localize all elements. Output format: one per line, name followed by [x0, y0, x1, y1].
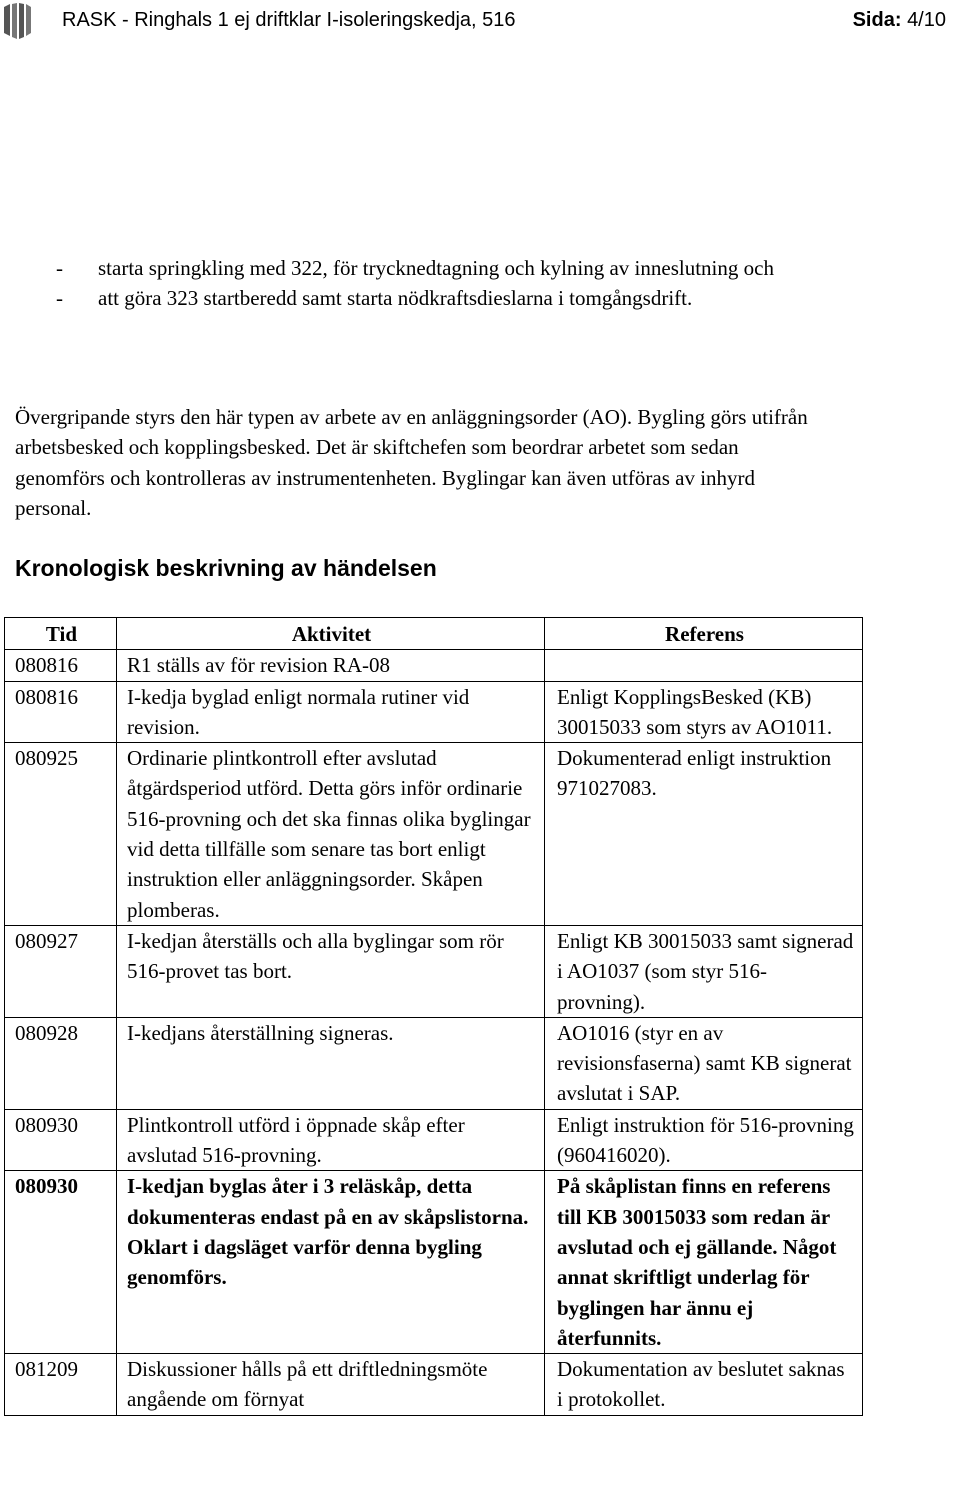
time-cell: 080816 — [5, 681, 117, 743]
list-item — [56, 253, 776, 283]
table-row — [5, 681, 863, 743]
time-cell: 080816 — [5, 650, 117, 681]
table-row — [5, 1354, 863, 1416]
time-cell: 080925 — [5, 743, 117, 926]
reference-cell: AO1016 (styr en av revisionsfaserna) samt KB signerat avslutat i SAP. — [545, 1017, 863, 1109]
activity-cell: I-kedja byglad enligt normala rutiner vid revision. — [117, 681, 545, 743]
bullet-dash: - — [56, 256, 63, 280]
reference-cell: På skåplistan finns en referens till KB 30015033 som redan är avslutad och ej gällande. Något annat skriftligt underlag för byglingen har ännu ej återfunnits. — [545, 1171, 863, 1354]
reference-cell: Enligt KopplingsBesked (KB) 30015033 som styrs av AO1011. — [545, 681, 863, 743]
bullet-text: starta springkling med 322, för trycknedtagning och kylning av inneslutning och — [98, 256, 774, 280]
table-row — [5, 1171, 863, 1354]
body-paragraph: Övergripande styrs den här typen av arbete av en anläggningsorder (AO). Bygling görs utifrån arbetsbesked och kopplingsbesked. Det är skiftchefen som beordrar arbetet som sedan genomförs och kontrolleras av instrumentenheten. Byglingar kan även utföras av inhyrd personal. — [15, 405, 808, 520]
activity-cell: Plintkontroll utförd i öppnade skåp efter avslutad 516-provning. — [117, 1109, 545, 1171]
document-title: RASK - Ringhals 1 ej driftklar I-isoleringskedja, 516 — [62, 9, 516, 31]
bullet-text: att göra 323 startberedd samt starta nödkraftsdieslarna i tomgångsdrift. — [98, 286, 693, 311]
table-header-row — [5, 618, 863, 650]
table-row — [5, 650, 863, 681]
stripes-logo-icon — [2, 3, 32, 39]
table-row — [5, 743, 863, 926]
activity-cell: I-kedjans återställning signeras. — [117, 1017, 545, 1109]
page-label: Sida: — [852, 9, 902, 31]
page-header — [0, 0, 960, 42]
bullet-dash: - — [56, 286, 63, 311]
column-header-activity: Aktivitet — [117, 618, 545, 650]
activity-cell: R1 ställs av för revision RA-08 — [117, 650, 545, 681]
reference-cell: Dokumentation av beslutet saknas i protokollet. — [545, 1354, 863, 1416]
column-header-reference: Referens — [545, 618, 863, 650]
table-row — [5, 1017, 863, 1109]
column-header-time: Tid — [5, 618, 117, 650]
reference-cell: Enligt instruktion för 516-provning (960416020). — [545, 1109, 863, 1171]
table-row — [5, 1109, 863, 1171]
reference-cell: Enligt KB 30015033 samt signerad i AO1037 (som styr 516-provning). — [545, 925, 863, 1017]
activity-cell: Ordinarie plintkontroll efter avslutad åtgärdsperiod utförd. Detta görs inför ordinarie 516-provning och det ska finnas olika byglingar vid detta tillfälle som senare tas bort enligt instruktion eller anläggningsorder. Skåpen plomberas. — [117, 743, 545, 926]
activity-cell: I-kedjan återställs och alla byglingar som rör 516-provet tas bort. — [117, 925, 545, 1017]
section-heading: Kronologisk beskrivning av händelsen — [15, 555, 437, 581]
page-number — [853, 9, 946, 32]
activity-cell: Diskussioner hålls på ett driftledningsmöte angående om förnyat — [117, 1354, 545, 1416]
reference-cell — [545, 650, 863, 681]
page-value: 4/10 — [907, 9, 946, 31]
time-cell: 080930 — [5, 1109, 117, 1171]
bullet-list — [56, 253, 776, 314]
activity-cell: I-kedjan byglas åter i 3 reläskåp, detta dokumenteras endast på en av skåpslistorna. Oklart i dagsläget varför denna bygling genomförs. — [117, 1171, 545, 1354]
time-cell: 081209 — [5, 1354, 117, 1416]
table-row — [5, 925, 863, 1017]
list-item — [56, 283, 776, 313]
time-cell: 080928 — [5, 1017, 117, 1109]
time-cell: 080930 — [5, 1171, 117, 1354]
chronology-table — [4, 617, 863, 1416]
reference-cell: Dokumenterad enligt instruktion 971027083. — [545, 743, 863, 926]
time-cell: 080927 — [5, 925, 117, 1017]
